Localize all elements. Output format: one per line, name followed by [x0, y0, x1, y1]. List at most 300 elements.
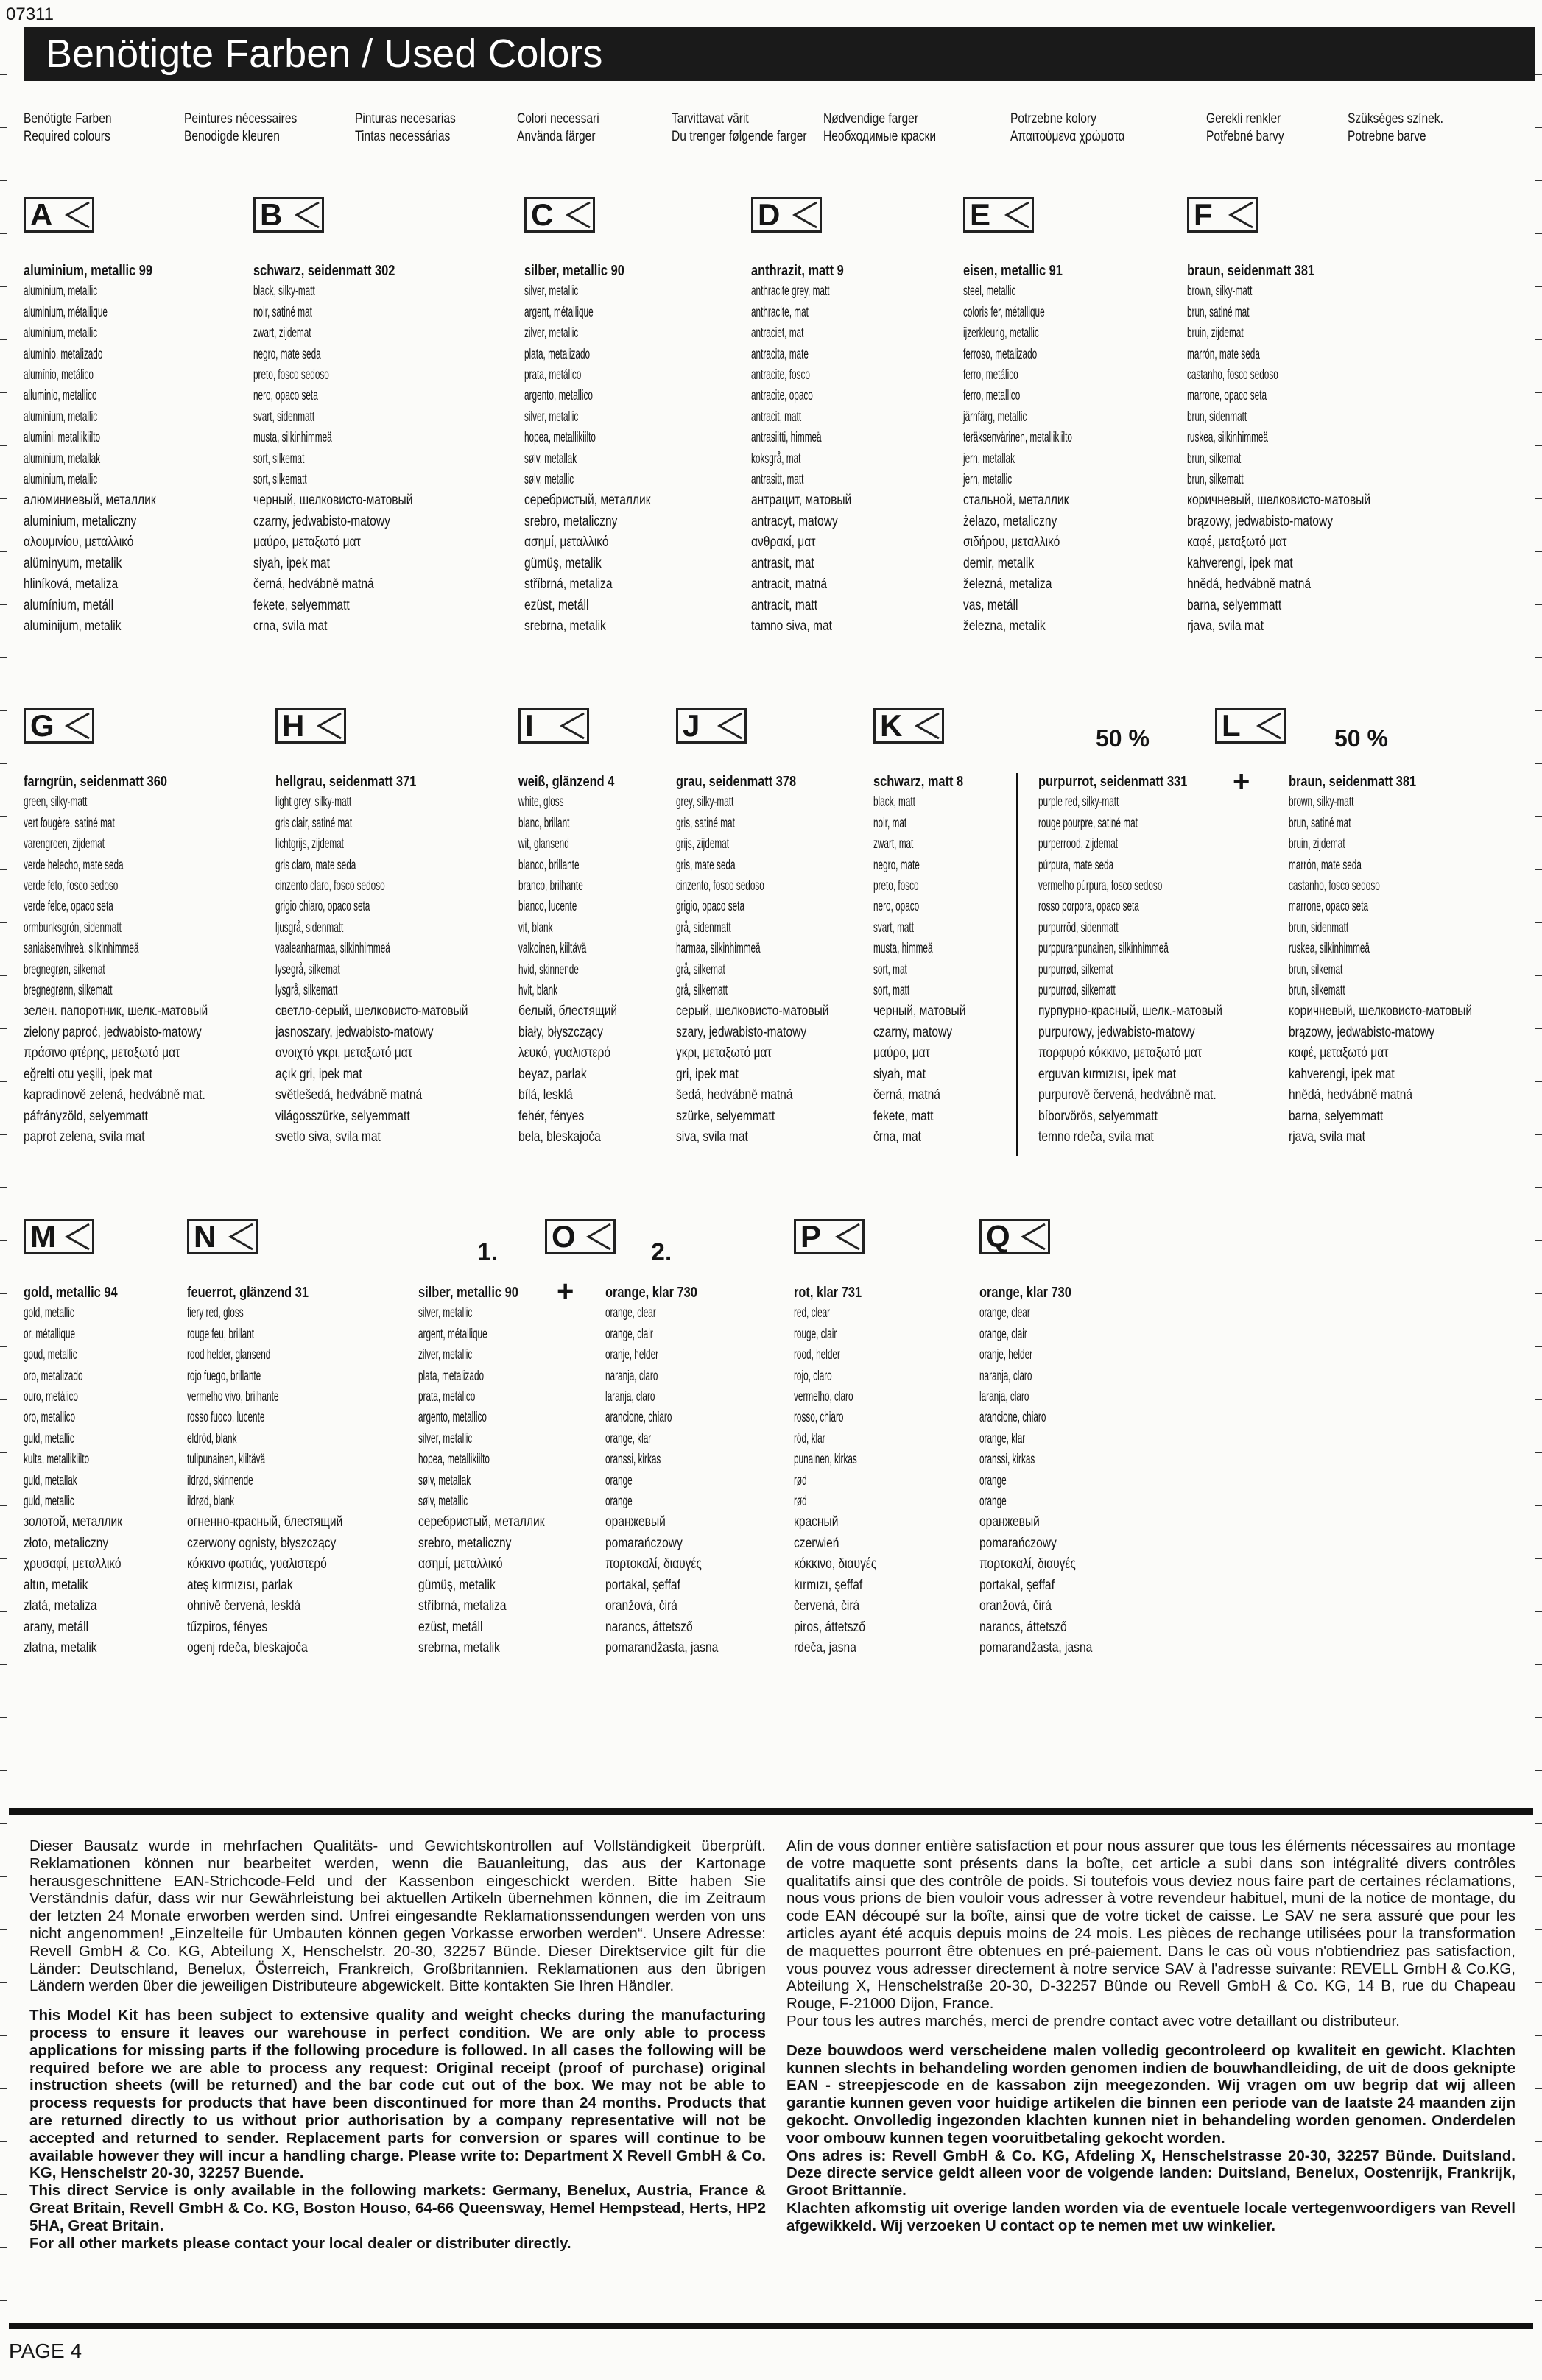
color-translation: orange: [979, 1494, 1007, 1510]
color-entry: [1187, 261, 1430, 637]
color-translation: purpurowy, jedwabisto-matowy: [1038, 1024, 1195, 1040]
notice-english: This Model Kit has been subject to extensive quality and weight checks during the manufacturing process to ensure it leaves our warehouse in perfect condition. We are only able to process applications for missing parts if the following procedure is followed. In all cases the following will be required before we are able to process any request: Original receipt (proof of purchase) original instruction sheets (will be returned) and the bar code cut out of the box. We may not be able to process requests for products that have been discontinued for more than 24 months. Products that are returned directly to us without prior authorisation by a company representative will not be accepted and returned to sender. Replacement parts for conversion or spares will continue to be available however they will incur a handling charge. Please write to: Department X Revell GmbH & Co. KG, Henschelstr 20-30, 32257 Buende.: [29, 2007, 766, 2182]
color-translation: branco, brilhante: [518, 878, 583, 894]
margin-tick: [0, 2088, 7, 2089]
color-translation: jasnoszary, jedwabisto-matowy: [275, 1024, 434, 1040]
color-translation: rood, helder: [794, 1347, 840, 1363]
language-label: Potrebne barve: [1348, 129, 1426, 144]
color-translation: white, gloss: [518, 794, 564, 811]
color-translation: musta, himmeä: [873, 941, 933, 957]
color-translation: bruin, zijdemat: [1187, 325, 1244, 342]
color-letter-l: [1215, 708, 1286, 744]
margin-tick: [1535, 1399, 1542, 1400]
margin-tick: [0, 657, 7, 658]
color-translation: orange, clair: [605, 1326, 653, 1342]
color-translation: ferroso, metalizado: [963, 346, 1038, 362]
color-translation: jern, metallic: [963, 472, 1013, 488]
color-translation: oranžová, čirá: [605, 1598, 677, 1614]
chevron-left-icon: [790, 199, 820, 230]
color-translation: srebrna, metalik: [418, 1639, 500, 1656]
notice-german: Dieser Bausatz wurde in mehrfachen Qualitäts- und Gewichtskontrollen auf Vollständigkeit überprüft. Reklamationen können nur bearbeitet werden, wenn die Bauanleitung, das aus der Kartonage herausgeschnittene EAN-Strichcode-Feld und der Kassenbon eingeschickt werden. Bitte haben Sie Verständnis dafür, dass wir nur Gewährleistung bei aktuellen Artikeln übernehmen können, die im Zeitraum der letzten 24 Monate erworben werden sind. Unfrei eingesandte Reklamationssendungen werden von uns nicht angenommen! „Einzelteile für Umbauten können gegen Vorkasse erworben werden“. Unsere Adresse: Revell GmbH & Co. KG, Abteilung X, Henschelstr. 20-30, 32257 Bünde. Dieser Direktservice gilt für die Länder: Deutschland, Benelux, Österreich, Frankreich, Großbritannien. Reklamationen aus den übrigen Ländern werden über die jeweiligen Distributeure abgewickelt. Bitte kontakten Sie Ihren Händler.: [29, 1837, 766, 1995]
color-translation: μαύρο, μεταξωτό ματ: [253, 534, 361, 551]
color-translation: orange: [979, 1472, 1007, 1489]
margin-tick: [0, 1187, 7, 1188]
color-translation: rjava, svila mat: [1187, 618, 1264, 634]
margin-tick: [0, 1982, 7, 1983]
language-column: [24, 110, 186, 146]
color-translation: grey, silky-matt: [676, 794, 734, 811]
color-translation: alüminyum, metalik: [24, 555, 122, 571]
color-letter-o: [545, 1219, 616, 1254]
color-translation: svetlo siva, svila mat: [275, 1129, 381, 1145]
color-translation: marrón, mate seda: [1289, 857, 1362, 873]
language-label: Peintures nécessaires: [184, 111, 298, 127]
kit-number: 07311: [6, 4, 54, 24]
color-translation: anthracite, mat: [751, 304, 809, 320]
color-letter-p: [794, 1219, 865, 1254]
language-column: [517, 110, 679, 146]
color-letter-text: M: [30, 1219, 56, 1254]
color-translation: nero, opaco: [873, 899, 920, 915]
color-translation: portakal, şeffaf: [979, 1577, 1055, 1593]
color-translation: fekete, matt: [873, 1108, 934, 1124]
color-translation: antracyt, matowy: [751, 513, 838, 529]
color-translation: πορφυρό κόκκινο, μεταξωτό ματ: [1038, 1045, 1203, 1062]
margin-tick: [0, 498, 7, 499]
color-translation: cinzento, fosco sedoso: [676, 878, 764, 894]
margin-tick: [1535, 922, 1542, 923]
margin-tick: [1535, 1452, 1542, 1453]
color-translation: laranja, claro: [979, 1389, 1029, 1405]
color-letter-text: Q: [986, 1219, 1010, 1254]
color-translation: żelazo, metaliczny: [963, 513, 1057, 529]
color-translation: guld, metallic: [24, 1430, 74, 1447]
color-translation: purpurrød, silkematt: [1038, 983, 1116, 999]
color-translation: złoto, metaliczny: [24, 1535, 109, 1551]
color-translation: black, matt: [873, 794, 915, 811]
color-translation: brun, sidenmatt: [1187, 409, 1247, 425]
margin-tick: [1535, 816, 1542, 817]
color-translation: bruin, zijdemat: [1289, 836, 1345, 852]
color-translation: antrasiitti, himmeä: [751, 430, 822, 446]
margin-tick: [1535, 1134, 1542, 1135]
color-translation: temno rdeča, svila mat: [1038, 1129, 1154, 1145]
margin-tick: [0, 2247, 7, 2248]
notice-english-other: For all other markets please contact your local dealer or distributer directly.: [29, 2234, 571, 2252]
language-column: [823, 110, 985, 146]
color-translation: siyah, mat: [873, 1066, 926, 1082]
color-translation: ijzerkleurig, metallic: [963, 325, 1039, 342]
margin-tick: [1535, 1187, 1542, 1188]
margin-tick: [0, 1452, 7, 1453]
plus-sign-l: +: [1233, 766, 1250, 798]
color-translation: светло-серый, шелковисто-матовый: [275, 1003, 468, 1020]
color-translation: пурпурно-красный, шелк.-матовый: [1038, 1003, 1222, 1020]
color-translation: γκρι, μεταξωτό ματ: [676, 1045, 772, 1062]
color-translation: alumiini, metallikiilto: [24, 430, 101, 446]
color-translation: sort, silkemat: [253, 451, 305, 467]
margin-tick: [0, 975, 7, 976]
color-translation: negro, mate: [873, 857, 920, 873]
color-translation: zielony paproć, jedwabisto-matowy: [24, 1024, 202, 1040]
color-letter-text: D: [758, 197, 781, 232]
color-translation: preto, fosco: [873, 878, 919, 894]
margin-tick: [1535, 2194, 1542, 2195]
margin-tick: [1535, 2247, 1542, 2248]
color-name: orange, klar 730: [605, 1285, 697, 1301]
color-translation: zlatá, metaliza: [24, 1598, 97, 1614]
color-translation: castanho, fosco sedoso: [1187, 367, 1278, 384]
margin-tick: [0, 286, 7, 287]
color-letter-f: [1187, 197, 1258, 233]
color-translation: antracit, matt: [751, 409, 802, 425]
color-translation: brązowy, jedwabisto-matowy: [1187, 513, 1334, 529]
color-translation: стальной, металлик: [963, 492, 1069, 509]
color-translation: valkoinen, kiiltävä: [518, 941, 587, 957]
chevron-left-icon: [1254, 710, 1284, 741]
color-translation: sort, mat: [873, 961, 907, 978]
margin-tick: [1535, 1664, 1542, 1665]
color-entry: [187, 1282, 430, 1659]
color-translation: antracita, mate: [751, 346, 809, 362]
color-translation: világosszürke, selyemmatt: [275, 1108, 410, 1124]
margin-tick: [0, 1929, 7, 1930]
top-rule: [9, 1808, 1533, 1815]
chevron-left-icon: [63, 710, 92, 741]
color-translation: brun, satiné mat: [1289, 815, 1351, 831]
color-letter-h: [275, 708, 346, 744]
color-translation: καφέ, μεταξωτό ματ: [1187, 534, 1287, 551]
margin-tick: [1535, 1717, 1542, 1718]
color-translation: siva, svila mat: [676, 1129, 748, 1145]
color-translation: purpurově červená, hedvábně mat.: [1038, 1087, 1217, 1104]
bottom-rule: [9, 2323, 1533, 2329]
color-translation: beyaz, parlak: [518, 1066, 587, 1082]
color-translation: silver, metallic: [418, 1305, 473, 1321]
margin-tick: [1535, 1346, 1542, 1347]
margin-tick: [0, 233, 7, 234]
color-translation: laranja, claro: [605, 1389, 655, 1405]
color-translation: goud, metallic: [24, 1347, 77, 1363]
color-translation: argento, metallico: [524, 388, 593, 404]
color-letter-text: B: [260, 197, 283, 232]
color-translation: ανοιχτό γκρι, μεταξωτό ματ: [275, 1045, 412, 1062]
chevron-left-icon: [63, 199, 92, 230]
color-translation: vermelho púrpura, fosco sedoso: [1038, 878, 1163, 894]
color-translation: oranžová, čirá: [979, 1598, 1052, 1614]
color-translation: orange: [605, 1494, 633, 1510]
margin-tick: [1535, 710, 1542, 711]
margin-tick: [0, 1876, 7, 1877]
mix-percentage-k: 50 %: [1096, 725, 1150, 752]
color-translation: narancs, áttetsző: [605, 1619, 693, 1635]
color-translation: brun, silkemat: [1187, 451, 1242, 467]
color-translation: bianco, lucente: [518, 899, 577, 915]
color-translation: červená, čirá: [794, 1598, 860, 1614]
color-translation: sort, silkematt: [253, 472, 307, 488]
margin-tick: [0, 710, 7, 711]
color-translation: green, silky-matt: [24, 794, 88, 811]
color-translation: demir, metalik: [963, 555, 1035, 571]
color-translation: koksgrå, mat: [751, 451, 801, 467]
language-label: Pinturas necesarias: [355, 111, 456, 127]
margin-tick: [0, 1505, 7, 1506]
color-translation: hnědá, hedvábně matná: [1289, 1087, 1413, 1104]
color-translation: hvid, skinnende: [518, 961, 579, 978]
color-translation: svart, matt: [873, 919, 914, 936]
color-translation: verde felce, opaco seta: [24, 899, 113, 915]
color-translation: bílá, lesklá: [518, 1087, 573, 1104]
color-translation: antraciet, mat: [751, 325, 804, 342]
color-letter-i: [518, 708, 589, 744]
chevron-left-icon: [715, 710, 744, 741]
mix-percentage-l: 50 %: [1334, 725, 1388, 752]
color-translation: brun, silkemat: [1289, 961, 1343, 978]
color-translation: ασημί, μεταλλικό: [418, 1556, 503, 1572]
color-translation: brązowy, jedwabisto-matowy: [1289, 1024, 1435, 1040]
margin-tick: [1535, 286, 1542, 287]
color-translation: zwart, zijdemat: [253, 325, 311, 342]
color-name: aluminium, metallic 99: [24, 263, 153, 279]
step-two-label: 2.: [651, 1238, 672, 1266]
margin-tick: [1535, 1823, 1542, 1824]
margin-tick: [1535, 604, 1542, 605]
color-translation: aluminium, metallic: [24, 409, 98, 425]
color-translation: açık gri, ipek mat: [275, 1066, 362, 1082]
color-translation: arancione, chiaro: [605, 1410, 672, 1426]
color-translation: marrone, opaco seta: [1289, 899, 1369, 915]
color-translation: антрацит, матовый: [751, 492, 852, 509]
color-translation: alumínium, metáll: [24, 597, 114, 613]
color-translation: aluminium, metallic: [24, 325, 98, 342]
color-translation: black, silky-matt: [253, 283, 315, 300]
margin-tick: [0, 2300, 7, 2301]
color-translation: bela, bleskajoča: [518, 1129, 601, 1145]
color-translation: tamno siva, mat: [751, 618, 832, 634]
color-translation: punainen, kirkas: [794, 1452, 857, 1468]
color-translation: ezüst, metáll: [418, 1619, 483, 1635]
color-translation: серебристый, металлик: [418, 1514, 545, 1530]
color-translation: negro, mate seda: [253, 346, 321, 362]
color-translation: aluminium, metallic: [24, 283, 98, 300]
color-translation: blanco, brillante: [518, 857, 580, 873]
notice-english-service: This direct Service is only available in the following markets: Germany, Benelux, Austria, France & Great Britain, Revell GmbH & Co. KG, Boston Houso, 64-66 Queensway, Hemel Hempstead, Herts, HP2 5HA, Great Britain.: [29, 2182, 766, 2234]
margin-tick: [0, 1823, 7, 1824]
color-translation: černá, matná: [873, 1087, 940, 1104]
color-translation: noir, mat: [873, 815, 907, 831]
color-translation: серебристый, металлик: [524, 492, 651, 509]
color-translation: barna, selyemmatt: [1187, 597, 1282, 613]
language-column: [1348, 110, 1510, 146]
chevron-left-icon: [226, 1221, 256, 1252]
color-translation: kahverengi, ipek mat: [1187, 555, 1293, 571]
margin-tick: [0, 2035, 7, 2036]
color-translation: καφέ, μεταξωτό ματ: [1289, 1045, 1389, 1062]
color-translation: paprot zelena, svila mat: [24, 1129, 145, 1145]
notice-left: [29, 1837, 766, 2264]
margin-tick: [1535, 1028, 1542, 1029]
color-translation: orange, clear: [605, 1305, 656, 1321]
margin-tick: [1535, 445, 1542, 446]
color-translation: silver, metallic: [418, 1430, 473, 1447]
margin-tick: [0, 1611, 7, 1612]
language-label: Benodigde kleuren: [184, 129, 280, 144]
color-translation: železná, metaliza: [963, 576, 1052, 593]
margin-tick: [0, 1399, 7, 1400]
color-translation: rjava, svila mat: [1289, 1129, 1365, 1145]
color-translation: sølv, metallic: [524, 472, 574, 488]
color-translation: черный, матовый: [873, 1003, 966, 1020]
color-translation: kulta, metallikiilto: [24, 1452, 90, 1468]
color-translation: πορτοκαλί, διαυγές: [605, 1556, 702, 1572]
color-translation: оранжевый: [979, 1514, 1040, 1530]
color-translation: marrón, mate seda: [1187, 346, 1260, 362]
color-translation: steel, metallic: [963, 283, 1016, 300]
color-letter-b: [253, 197, 324, 233]
color-translation: белый, блестящий: [518, 1003, 618, 1020]
margin-tick: [1535, 1240, 1542, 1241]
language-column: [1206, 110, 1368, 146]
color-translation: fekete, selyemmatt: [253, 597, 350, 613]
color-name: rot, klar 731: [794, 1285, 862, 1301]
margin-tick: [0, 763, 7, 764]
margin-tick: [0, 339, 7, 340]
color-translation: алюминиевый, металлик: [24, 492, 156, 509]
language-column: [184, 110, 346, 146]
color-translation: světlešedá, hedvábně matná: [275, 1087, 423, 1104]
color-translation: rojo fuego, brillante: [187, 1368, 261, 1384]
color-translation: šedá, hedvábně matná: [676, 1087, 793, 1104]
color-name: grau, seidenmatt 378: [676, 774, 797, 790]
margin-tick: [0, 1558, 7, 1559]
color-translation: vas, metáll: [963, 597, 1018, 613]
color-letter-c: [524, 197, 595, 233]
color-translation: or, métallique: [24, 1326, 76, 1342]
margin-tick: [0, 74, 7, 75]
language-label: Szükséges színek.: [1348, 111, 1443, 127]
margin-tick: [1535, 869, 1542, 870]
margin-tick: [1535, 339, 1542, 340]
color-translation: brown, silky-matt: [1289, 794, 1354, 811]
chevron-left-icon: [292, 199, 322, 230]
color-translation: wit, glansend: [518, 836, 569, 852]
chevron-left-icon: [833, 1221, 862, 1252]
color-translation: arancione, chiaro: [979, 1410, 1046, 1426]
notice-dutch: Deze bouwdoos werd verscheidene malen volledig gecontroleerd op kwaliteit en gewicht. Klachten kunnen slechts in behandeling worden genomen indien de bouwhandleiding, de uit de doos geknipte EAN - streepjescode en de kassabon zijn meegezonden. Wij vragen om uw begrip dat wij alleen garantie kunnen geven voor huidige artikelen die binnen een periode van de laatste 24 maanden zijn gekocht. Onvolledig ingezonden klachten kunnen niet in behandeling worden genomen. Onderdelen voor ombouw kunnen tegen vooruitbetaling gekocht worden.: [786, 2041, 1515, 2147]
color-translation: aluminijum, metalik: [24, 618, 122, 634]
margin-tick: [1535, 180, 1542, 181]
margin-tick: [0, 551, 7, 552]
color-translation: κόκκινο, διαυγές: [794, 1556, 877, 1572]
color-entry: [1038, 771, 1281, 1148]
chevron-left-icon: [584, 1221, 613, 1252]
color-translation: pomarandžasta, jasna: [979, 1639, 1093, 1656]
color-translation: orange, clear: [979, 1305, 1030, 1321]
color-translation: hopea, metallikiilto: [418, 1452, 490, 1468]
color-letter-text: I: [525, 708, 534, 743]
page-number: PAGE 4: [9, 2340, 82, 2362]
color-translation: saniaisenvihreä, silkinhimmeä: [24, 941, 139, 957]
color-letter-g: [24, 708, 94, 744]
color-translation: guld, metallic: [24, 1494, 74, 1510]
color-translation: ateş kırmızısı, parlak: [187, 1577, 293, 1593]
color-letter-d: [751, 197, 822, 233]
margin-tick: [1535, 657, 1542, 658]
color-translation: gold, metallic: [24, 1305, 74, 1321]
margin-tick: [1535, 551, 1542, 552]
language-label: Använda färger: [517, 129, 596, 144]
margin-tick: [0, 1028, 7, 1029]
color-translation: brun, sidenmatt: [1289, 919, 1349, 936]
color-translation: ildrød, blank: [187, 1494, 235, 1510]
color-translation: vert fougère, satiné mat: [24, 815, 115, 831]
color-translation: brun, silkematt: [1289, 983, 1345, 999]
color-translation: srebrna, metalik: [524, 618, 606, 634]
color-translation: rosso, chiaro: [794, 1410, 844, 1426]
color-translation: antracit, matná: [751, 576, 828, 593]
color-letter-text: O: [552, 1219, 576, 1254]
color-translation: bíborvörös, selyemmatt: [1038, 1108, 1158, 1124]
language-label: Gerekli renkler: [1206, 111, 1281, 127]
margin-tick: [0, 2194, 7, 2195]
color-translation: gris, satiné mat: [676, 815, 735, 831]
color-translation: aluminio, metalizado: [24, 346, 103, 362]
color-translation: ogenj rdeča, bleskajoča: [187, 1639, 308, 1656]
color-translation: antracite, fosco: [751, 367, 810, 384]
step-one-label: 1.: [477, 1238, 499, 1266]
color-letter-m: [24, 1219, 94, 1254]
color-translation: gris claro, mate seda: [275, 857, 356, 873]
color-translation: zilver, metallic: [524, 325, 579, 342]
color-translation: grijs, zijdemat: [676, 836, 730, 852]
color-translation: prata, metálico: [418, 1389, 476, 1405]
color-name: purpurrot, seidenmatt 331: [1038, 774, 1188, 790]
chevron-left-icon: [1226, 199, 1256, 230]
color-translation: siyah, ipek mat: [253, 555, 330, 571]
color-translation: brun, satiné mat: [1187, 304, 1250, 320]
color-entry: [524, 261, 767, 637]
color-translation: barna, selyemmatt: [1289, 1108, 1384, 1124]
margin-tick: [1535, 1876, 1542, 1877]
color-translation: κόκκινο φωτιάς, γυαλιστερό: [187, 1556, 327, 1572]
color-translation: oro, metallico: [24, 1410, 76, 1426]
color-translation: rosso fuoco, lucente: [187, 1410, 265, 1426]
color-translation: arany, metáll: [24, 1619, 89, 1635]
color-translation: antrasit, mat: [751, 555, 814, 571]
color-entry: [24, 771, 267, 1148]
color-entry: [979, 1282, 1222, 1659]
color-translation: vaaleanharmaa, silkinhimmeä: [275, 941, 390, 957]
color-translation: zlatna, metalik: [24, 1639, 97, 1656]
color-translation: ildrød, skinnende: [187, 1472, 253, 1489]
color-entry: [24, 261, 267, 637]
color-entry: [1289, 771, 1532, 1148]
color-translation: sølv, metallic: [418, 1494, 468, 1510]
color-translation: jern, metallak: [963, 451, 1015, 467]
color-translation: tulipunainen, kiiltävä: [187, 1452, 266, 1468]
color-translation: χρυσαφί, μεταλλικό: [24, 1556, 122, 1572]
color-translation: oro, metalizado: [24, 1368, 83, 1384]
color-translation: prata, metálico: [524, 367, 582, 384]
color-name: silber, metallic 90: [418, 1285, 518, 1301]
notice-dutch-other: Klachten afkomstig uit overige landen worden via de eventuele locale vertegenwoordigers van Revell afgewikkeld. Wij verzoeken U contact op te nemen met uw winkelier.: [786, 2199, 1515, 2234]
color-translation: gris clair, satiné mat: [275, 815, 353, 831]
color-translation: oranssi, kirkas: [605, 1452, 661, 1468]
color-translation: purppuranpunainen, silkinhimmeä: [1038, 941, 1169, 957]
color-translation: rdeča, jasna: [794, 1639, 856, 1656]
color-translation: bregnegrønn, silkematt: [24, 983, 113, 999]
page-title: Benötigte Farben / Used Colors: [24, 27, 1535, 81]
